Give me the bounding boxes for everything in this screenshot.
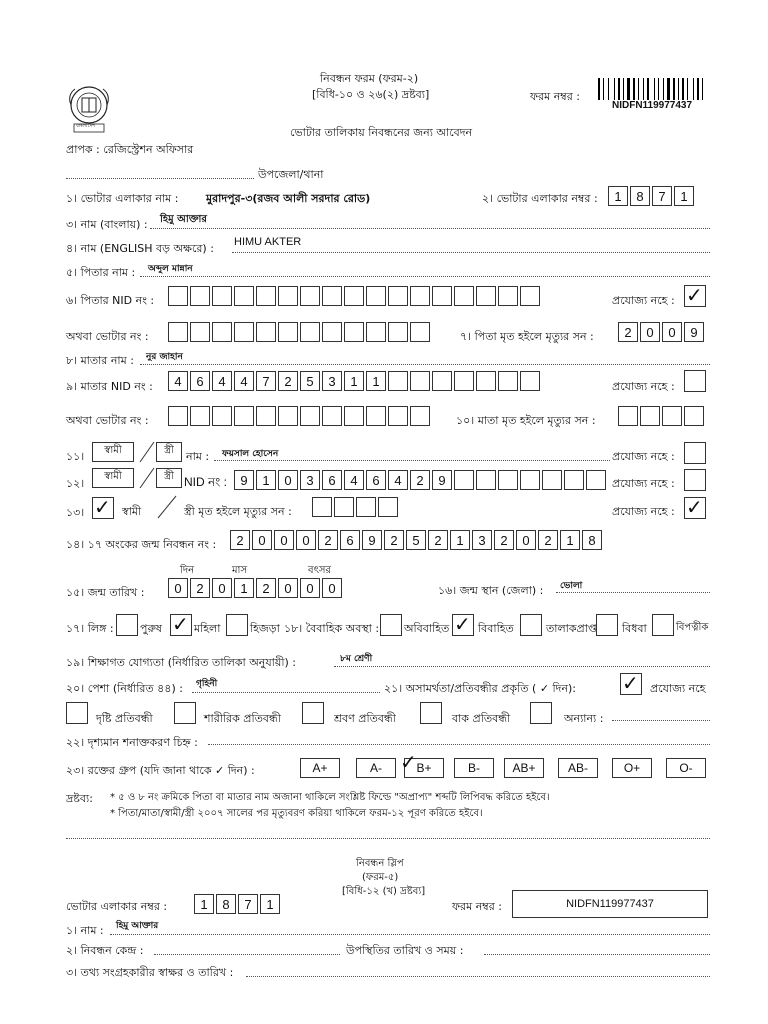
- slip-name-label: ১। নাম :: [66, 924, 104, 937]
- digit-box[interactable]: [190, 406, 210, 426]
- digit-box[interactable]: 2: [384, 530, 404, 550]
- digit-box[interactable]: [212, 406, 232, 426]
- digit-box[interactable]: [542, 470, 562, 490]
- digit-box[interactable]: 6: [190, 371, 210, 391]
- father-nid-label: ৬। পিতার NID নং :: [66, 294, 155, 307]
- mother-name-value[interactable]: নুর জাহান: [146, 352, 183, 362]
- other-line: [612, 720, 710, 721]
- digit-box[interactable]: [476, 371, 496, 391]
- digit-box[interactable]: 9: [234, 470, 254, 490]
- month-label: মাস: [232, 565, 248, 576]
- digit-box[interactable]: 1: [450, 530, 470, 550]
- digit-box[interactable]: 2: [190, 578, 210, 598]
- birthplace-line: [556, 592, 710, 593]
- disability-label: ২১। অসামর্থতা/প্রতিবন্ধীর প্রকৃতি ( ✓ দিন):: [384, 682, 577, 695]
- digit-box[interactable]: 5: [300, 371, 320, 391]
- digit-box[interactable]: 4: [168, 371, 188, 391]
- visual-label: দৃষ্টি প্রতিবন্ধী: [96, 712, 153, 725]
- spouse-nid-number: ১২।: [66, 477, 85, 490]
- notes-title: দ্রষ্টব্য:: [66, 792, 93, 805]
- digit-box[interactable]: [168, 286, 188, 306]
- digit-box[interactable]: [520, 286, 540, 306]
- digit-box[interactable]: 0: [662, 322, 682, 342]
- education-line: [334, 666, 710, 667]
- digit-box[interactable]: 2: [538, 530, 558, 550]
- father-na-label: প্রযোজ্য নহে :: [612, 294, 675, 307]
- divorced-checkbox[interactable]: [520, 614, 542, 636]
- slip-signature-label: ৩। তথ্য সংগ্রহকারীর স্বাক্ষর ও তারিখ :: [66, 966, 234, 979]
- digit-box[interactable]: [388, 286, 408, 306]
- form-number-label: ফরম নম্বর :: [530, 90, 580, 103]
- mother-name-label: ৮। মাতার নাম :: [66, 354, 134, 367]
- father-na-check-icon: ✓: [686, 283, 703, 307]
- married-label: বিবাহিত: [478, 622, 514, 635]
- slip-signature-line[interactable]: [246, 976, 710, 977]
- dob-label: ১৫। জন্ম তারিখ :: [66, 586, 145, 599]
- profession-label: ২০। পেশা (নির্ধারিত ৪৪) :: [66, 682, 183, 695]
- blood-group-option[interactable]: B+: [404, 758, 444, 778]
- spouse-na-label: প্রযোজ্য নহে :: [612, 450, 675, 463]
- digit-box[interactable]: 2: [256, 578, 276, 598]
- digit-box[interactable]: 7: [652, 186, 672, 206]
- father-voter-label: অথবা ভোটার নং :: [66, 330, 149, 343]
- digit-box[interactable]: [300, 406, 320, 426]
- government-logo: [64, 82, 114, 134]
- digit-box[interactable]: [312, 497, 332, 517]
- spouse-death-na-check-icon: ✓: [686, 495, 703, 519]
- digit-box[interactable]: [278, 406, 298, 426]
- digit-box[interactable]: [168, 406, 188, 426]
- name-english-line: [232, 252, 710, 253]
- speech-checkbox[interactable]: [420, 702, 442, 724]
- name-english-value[interactable]: HIMU AKTER: [234, 236, 302, 248]
- digit-box[interactable]: [334, 497, 354, 517]
- male-label: পুরুষ: [140, 622, 162, 635]
- barcode-text: NIDFN119977437: [612, 100, 693, 111]
- digit-box[interactable]: [410, 371, 430, 391]
- married-check-icon: ✓: [454, 612, 471, 636]
- slip-form: (ফরম-৫): [362, 872, 399, 883]
- digit-box[interactable]: 3: [322, 371, 342, 391]
- digit-box[interactable]: [378, 497, 398, 517]
- digit-box[interactable]: 2: [318, 530, 338, 550]
- digit-box[interactable]: 8: [630, 186, 650, 206]
- mother-name-line: [140, 364, 710, 365]
- birthplace-label: ১৬। জন্ম স্থান (জেলা) :: [438, 584, 544, 597]
- father-name-value[interactable]: অব্দুল মান্নান: [148, 264, 193, 274]
- digit-box[interactable]: [454, 371, 474, 391]
- digit-box[interactable]: 1: [234, 578, 254, 598]
- disability-na-check-icon: ✓: [622, 671, 639, 695]
- visual-checkbox[interactable]: [66, 702, 88, 724]
- birthplace-value[interactable]: ভোলা: [560, 581, 583, 591]
- digit-box[interactable]: 4: [344, 470, 364, 490]
- name-english-label: ৪। নাম (ENGLISH বড় অক্ষরে) :: [66, 242, 214, 255]
- mother-na-label: প্রযোজ্য নহে :: [612, 380, 675, 393]
- husband-dead-check-icon: ✓: [94, 495, 111, 519]
- digit-box[interactable]: 4: [212, 371, 232, 391]
- mother-voter-label: অথবা ভোটার নং :: [66, 414, 149, 427]
- digit-box[interactable]: [684, 406, 704, 426]
- digit-box[interactable]: [212, 322, 232, 342]
- spouse-death-na-label: প্রযোজ্য নহে :: [612, 505, 675, 518]
- profession-line: [192, 692, 380, 693]
- digit-box[interactable]: [344, 406, 364, 426]
- barcode: [598, 78, 714, 100]
- digit-box[interactable]: [344, 322, 364, 342]
- father-name-line: [140, 276, 710, 277]
- digit-box[interactable]: [322, 406, 342, 426]
- digit-box[interactable]: 1: [344, 371, 364, 391]
- digit-box[interactable]: [410, 322, 430, 342]
- digit-box[interactable]: [256, 286, 276, 306]
- wife-box-2[interactable]: স্ত্রী: [156, 468, 182, 488]
- disability-na-label: প্রযোজ্য নহে: [650, 682, 706, 695]
- digit-box[interactable]: [344, 286, 364, 306]
- digit-box[interactable]: 9: [684, 322, 704, 342]
- blood-group-option[interactable]: O+: [612, 758, 652, 778]
- other-label: অন্যান্য :: [564, 712, 604, 725]
- slip-attend-line[interactable]: [484, 954, 710, 955]
- digit-box[interactable]: [366, 322, 386, 342]
- father-voter-boxes[interactable]: [168, 322, 432, 342]
- digit-box[interactable]: 0: [300, 578, 320, 598]
- slip-area-label: ভোটার এলাকার নম্বর :: [66, 900, 168, 913]
- digit-box[interactable]: 1: [260, 894, 280, 914]
- digit-box[interactable]: [322, 322, 342, 342]
- slash-icon-3: [156, 494, 178, 520]
- mother-na-checkbox[interactable]: [684, 370, 706, 392]
- spouse-nid-boxes[interactable]: [234, 470, 608, 490]
- form-title: নিবন্ধন ফরম (ফরম-২): [320, 72, 419, 85]
- digit-box[interactable]: [212, 286, 232, 306]
- digit-box[interactable]: [476, 470, 496, 490]
- digit-box[interactable]: [366, 406, 386, 426]
- digit-box[interactable]: 0: [252, 530, 272, 550]
- slip-center-line[interactable]: [154, 954, 340, 955]
- logo-caption: বাংলাদেশ: [76, 123, 96, 129]
- digit-box[interactable]: [454, 286, 474, 306]
- digit-box[interactable]: [520, 470, 540, 490]
- name-bangla-value[interactable]: হিমু আক্তার: [160, 214, 207, 225]
- digit-box[interactable]: 6: [340, 530, 360, 550]
- digit-box[interactable]: 0: [322, 578, 342, 598]
- upazila-label: উপজেলা/থানা: [258, 168, 324, 181]
- digit-box[interactable]: [454, 470, 474, 490]
- male-checkbox[interactable]: [116, 614, 138, 636]
- digit-box[interactable]: [366, 286, 386, 306]
- area-name-label: ১। ভোটার এলাকার নাম :: [66, 192, 179, 205]
- education-label: ১৯। শিক্ষাগত যোগ্যতা (নির্ধারিত তালিকা অনুযায়ী) :: [66, 656, 296, 669]
- dob-boxes[interactable]: [168, 578, 344, 598]
- blood-group-option[interactable]: B-: [454, 758, 494, 778]
- area-name-value[interactable]: মুরাদপুর-৩(রজব আলী সরদার রোড): [206, 192, 371, 205]
- digit-box[interactable]: 8: [582, 530, 602, 550]
- digit-box[interactable]: [278, 286, 298, 306]
- cut-line: [66, 838, 710, 839]
- slip-name-value[interactable]: হিমু আক্তার: [116, 921, 159, 931]
- digit-box[interactable]: [476, 286, 496, 306]
- blood-group-option[interactable]: A-: [356, 758, 396, 778]
- digit-box[interactable]: 6: [322, 470, 342, 490]
- digit-box[interactable]: [190, 322, 210, 342]
- digit-box[interactable]: 3: [300, 470, 320, 490]
- note-2: * পিতা/মাতা/স্বামী/স্ত্রী ২০০৭ সালের পর মৃত্যুবরণ করিয়া থাকিলে ফরম-১২ পূরণ করিতে হইবে।: [110, 808, 483, 819]
- digit-box[interactable]: 5: [406, 530, 426, 550]
- digit-box[interactable]: [234, 286, 254, 306]
- digit-box[interactable]: 9: [432, 470, 452, 490]
- identification-mark-label: ২২। দৃশ্যমান শনাক্তকরণ চিহ্ন :: [66, 736, 198, 749]
- gender-label: ১৭। লিঙ্গ :: [66, 622, 114, 635]
- year-label: বৎসর: [308, 565, 332, 576]
- hijra-label: হিজড়া: [250, 622, 280, 635]
- note-1: * ৫ ও ৮ নং ক্রমিকে পিতা বা মাতার নাম অজানা থাকিলে সংশ্লিষ্ট ফিল্ডে "অপ্রাপ্য" শব্দটি লিপিবদ্ধ করিতে হইবে।: [110, 792, 550, 803]
- slip-rule: [বিধি-১২ (খ) দ্রষ্টব্য]: [342, 886, 426, 897]
- divorced-label: তালাকপ্রাপ্ত: [546, 622, 597, 635]
- physical-label: শারীরিক প্রতিবন্ধী: [204, 712, 281, 725]
- spouse-nid-na-checkbox[interactable]: [684, 469, 706, 491]
- digit-box[interactable]: 7: [238, 894, 258, 914]
- digit-box[interactable]: [662, 406, 682, 426]
- digit-box[interactable]: [256, 322, 276, 342]
- blood-group-check-icon: ✓: [400, 750, 417, 774]
- digit-box[interactable]: 0: [212, 578, 232, 598]
- digit-box[interactable]: [300, 322, 320, 342]
- digit-box[interactable]: 0: [640, 322, 660, 342]
- birth-reg-label: ১৪। ১৭ অংকের জন্ম নিবন্ধন নং :: [66, 538, 217, 551]
- digit-box[interactable]: [234, 322, 254, 342]
- spouse-name-value[interactable]: ফয়সাল হোসেন: [222, 449, 279, 459]
- digit-box[interactable]: 0: [516, 530, 536, 550]
- digit-box[interactable]: [564, 470, 584, 490]
- digit-box[interactable]: 2: [428, 530, 448, 550]
- digit-box[interactable]: [520, 371, 540, 391]
- digit-box[interactable]: 0: [168, 578, 188, 598]
- slip-center-label: ২। নিবন্ধন কেন্দ্র :: [66, 944, 144, 957]
- father-death-label: ৭। পিতা মৃত হইলে মৃত্যুর সন :: [460, 330, 594, 343]
- digit-box[interactable]: [356, 497, 376, 517]
- digit-box[interactable]: 1: [560, 530, 580, 550]
- spouse-na-checkbox[interactable]: [684, 442, 706, 464]
- area-number-boxes[interactable]: [608, 186, 696, 206]
- digit-box[interactable]: [278, 322, 298, 342]
- digit-box[interactable]: [168, 322, 188, 342]
- blood-group-option[interactable]: AB-: [558, 758, 598, 778]
- area-number-label: ২। ভোটার এলাকার নম্বর :: [482, 192, 598, 205]
- spouse-name-line: [214, 460, 610, 461]
- spouse-name-number: ১১।: [66, 450, 85, 463]
- digit-box[interactable]: [498, 470, 518, 490]
- digit-box[interactable]: [410, 286, 430, 306]
- digit-box[interactable]: 2: [410, 470, 430, 490]
- spouse-nid-label: NID নং :: [184, 475, 227, 489]
- mother-voter-boxes[interactable]: [168, 406, 432, 426]
- slip-title: নিবন্ধন স্লিপ: [356, 858, 404, 869]
- upazila-line[interactable]: [66, 178, 254, 179]
- wife-box[interactable]: স্ত্রী: [156, 442, 182, 462]
- blood-group-option[interactable]: AB+: [504, 758, 544, 778]
- digit-box[interactable]: [618, 406, 638, 426]
- digit-box[interactable]: [410, 406, 430, 426]
- digit-box[interactable]: 8: [216, 894, 236, 914]
- digit-box[interactable]: 0: [278, 578, 298, 598]
- digit-box[interactable]: [388, 371, 408, 391]
- female-label: মহিলা: [194, 622, 221, 635]
- slash-icon-2: [138, 466, 156, 490]
- digit-box[interactable]: 1: [194, 894, 214, 914]
- female-check-icon: ✓: [172, 612, 189, 636]
- barcode-icon: [598, 78, 714, 100]
- digit-box[interactable]: 2: [494, 530, 514, 550]
- profession-value[interactable]: গৃহিনী: [196, 679, 218, 689]
- hijra-checkbox[interactable]: [226, 614, 248, 636]
- physical-checkbox[interactable]: [174, 702, 196, 724]
- slash-icon: [138, 440, 156, 464]
- mother-nid-label: ৯। মাতার NID নং :: [66, 380, 153, 393]
- speech-label: বাক প্রতিবন্ধী: [452, 712, 511, 725]
- name-bangla-line: [150, 228, 710, 229]
- slip-area-boxes[interactable]: [194, 894, 282, 914]
- blood-group-option[interactable]: A+: [300, 758, 340, 778]
- slip-form-label: ফরম নম্বর :: [452, 900, 502, 913]
- digit-box[interactable]: 1: [674, 186, 694, 206]
- spouse-death-number: ১৩।: [66, 506, 85, 519]
- recipient: প্রাপক : রেজিস্ট্রেশন অফিসার: [66, 143, 194, 156]
- digit-box[interactable]: 0: [296, 530, 316, 550]
- digit-box[interactable]: [498, 286, 518, 306]
- father-nid-boxes[interactable]: [168, 286, 542, 306]
- digit-box[interactable]: 2: [230, 530, 250, 550]
- digit-box[interactable]: 2: [618, 322, 638, 342]
- other-checkbox[interactable]: [530, 702, 552, 724]
- widow-checkbox[interactable]: [596, 614, 618, 636]
- digit-box[interactable]: [586, 470, 606, 490]
- digit-box[interactable]: [322, 286, 342, 306]
- widower-label: বিপত্নীক: [676, 622, 709, 633]
- digit-box[interactable]: 4: [388, 470, 408, 490]
- hearing-label: শ্রবণ প্রতিবন্ধী: [334, 712, 396, 725]
- blood-group-option[interactable]: O-: [666, 758, 706, 778]
- spouse-nid-na-label: প্রযোজ্য নহে :: [612, 477, 675, 490]
- marital-label: ১৮। বৈবাহিক অবস্থা :: [284, 622, 380, 635]
- spouse-death-boxes[interactable]: [312, 497, 400, 517]
- mother-death-label: ১০। মাতা মৃত হইলে মৃত্যুর সন :: [456, 414, 596, 427]
- digit-box[interactable]: [640, 406, 660, 426]
- widower-checkbox[interactable]: [652, 614, 674, 636]
- unmarried-checkbox[interactable]: [380, 614, 402, 636]
- digit-box[interactable]: [498, 371, 518, 391]
- father-death-boxes[interactable]: [618, 322, 706, 342]
- widow-label: বিধবা: [622, 622, 647, 635]
- digit-box[interactable]: [432, 286, 452, 306]
- spouse-name-label: নাম :: [186, 450, 210, 463]
- hearing-checkbox[interactable]: [302, 702, 324, 724]
- birth-reg-boxes[interactable]: [230, 530, 604, 550]
- digit-box[interactable]: [388, 322, 408, 342]
- digit-box[interactable]: 1: [608, 186, 628, 206]
- form-rule: [বিধি-১০ ও ২৬(২) দ্রষ্টব্য]: [312, 88, 430, 101]
- digit-box[interactable]: [300, 286, 320, 306]
- digit-box[interactable]: [388, 406, 408, 426]
- slip-attend-label: উপস্থিতির তারিখ ও সময় :: [346, 944, 464, 957]
- digit-box[interactable]: 4: [234, 371, 254, 391]
- digit-box[interactable]: 7: [256, 371, 276, 391]
- husband-box[interactable]: স্বামী: [92, 442, 134, 462]
- slip-form-value: NIDFN119977437: [512, 890, 708, 918]
- husband-box-2[interactable]: স্বামী: [92, 468, 134, 488]
- digit-box[interactable]: 0: [274, 530, 294, 550]
- identification-mark-line[interactable]: [208, 744, 710, 745]
- digit-box[interactable]: 1: [256, 470, 276, 490]
- husband-dead-label: স্বামী: [122, 505, 142, 518]
- digit-box[interactable]: 3: [472, 530, 492, 550]
- digit-box[interactable]: [190, 286, 210, 306]
- mother-nid-boxes[interactable]: [168, 371, 542, 391]
- unmarried-label: অবিবাহিত: [404, 622, 450, 635]
- blood-group-label: ২৩। রক্তের গ্রুপ (যদি জানা থাকে ✓ দিন) :: [66, 764, 255, 777]
- digit-box[interactable]: 0: [278, 470, 298, 490]
- mother-death-boxes[interactable]: [618, 406, 706, 426]
- day-label: দিন: [180, 565, 195, 576]
- digit-box[interactable]: [234, 406, 254, 426]
- digit-box[interactable]: 9: [362, 530, 382, 550]
- digit-box[interactable]: [432, 371, 452, 391]
- application-title: ভোটার তালিকায় নিবন্ধনের জন্য আবেদন: [290, 126, 473, 139]
- digit-box[interactable]: 2: [278, 371, 298, 391]
- wife-dead-label: স্ত্রী মৃত হইলে মৃত্যুর সন :: [184, 505, 292, 518]
- name-bangla-label: ৩। নাম (বাংলায়) :: [66, 218, 148, 231]
- digit-box[interactable]: 1: [366, 371, 386, 391]
- digit-box[interactable]: 6: [366, 470, 386, 490]
- education-value[interactable]: ৮ম শ্রেণী: [340, 654, 373, 664]
- digit-box[interactable]: [256, 406, 276, 426]
- father-name-label: ৫। পিতার নাম :: [66, 266, 136, 279]
- slip-name-line: [110, 934, 710, 935]
